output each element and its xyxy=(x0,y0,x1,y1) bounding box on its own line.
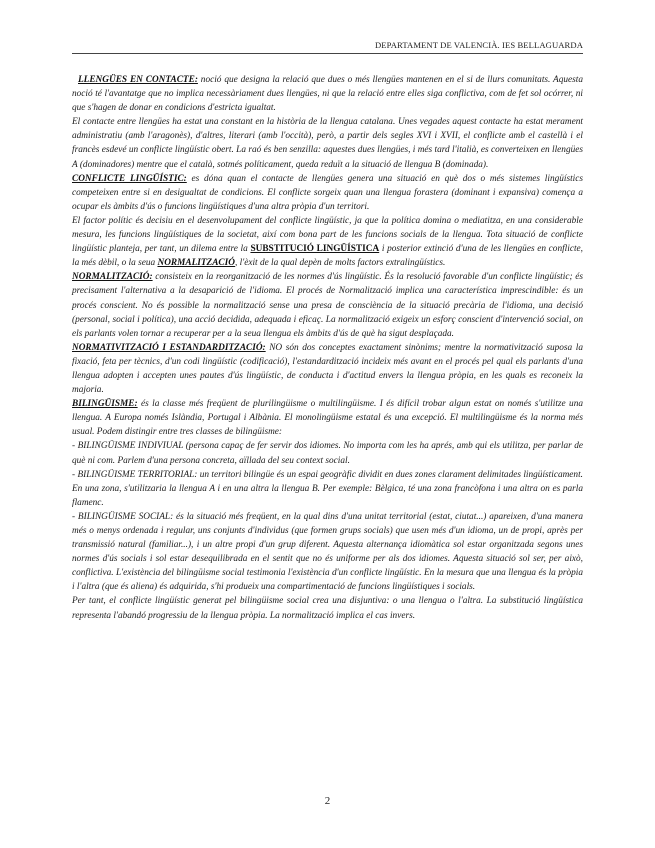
term-normalitzacio-inline: NORMALITZACIÓ xyxy=(157,258,235,269)
paragraph-text: Per tant, el conflicte lingüístic generat pel bilingüisme social crea una disjuntiva: o una llengua o l'altra. La substitució lingüística representa l'abandó progressiu de la llengua pròpia. La normalització implica el cas invers. xyxy=(72,596,583,621)
paragraph-conflicte-linguistic xyxy=(72,172,583,214)
paragraph-bilinguisme-social xyxy=(72,510,583,595)
paragraph-conclusio xyxy=(72,594,583,622)
term-conflicte-linguistic: CONFLICTE LINGÜÍSTIC: xyxy=(72,173,187,184)
paragraph-text: - BILINGÜISME SOCIAL: és la situació més freqüent, en la qual dins d'una unitat territorial (estat, ciutat...) apareixen, d'una manera més o menys ordenada i regular, uns conjunts d'individus (que formen grups socials) que usen més d'un idioma, un de propi, après per transmissió natural (familiar...), i un altre propi d'un grup diferent. Aquesta alternança idiomàtica sol estar organitzada segons unes normes d'ús socials i sol estar desequilibrada en el sentit que no és uniforme per als dos idiomes. Aquesta situació sol ser, per això, conflictiva. L'existència del bilingüisme social testimonia l'existència d'un conflicte lingüístic. En la mesura que una llengua és la pròpia i l'altra (que és aliena) és adquirida, s'hi produeix una compartimentació de funcions lingüístiques i socials. xyxy=(72,511,583,593)
paragraph-contacte-historia xyxy=(72,115,583,171)
page-header: DEPARTAMENT DE VALENCIÀ. IES BELLAGUARDA xyxy=(374,40,583,50)
paragraph-text: NO són dos conceptes exactament sinònims; mentre la normativització suposa la fixació, feta per tècnics, d'un codi lingüístic (codificació), l'estandardització incideix més avant en el procés pel qual els parlants d'una llengua adopten i accepten unes pautes d'ús lingüístic, de conducta i d'actitud envers la llengua pròpia, en les quals es reconeix la majoria. xyxy=(72,342,583,396)
term-llengues-en-contacte: LLENGÜES EN CONTACTE: xyxy=(78,75,198,85)
paragraph-text: i posterior extinció d'una de les llengües en conflicte, la més dèbil, o la seua xyxy=(72,244,584,269)
paragraph-llengues-en-contacte xyxy=(72,73,583,115)
paragraph-text: El factor polític és decisiu en el desenvolupament del conflicte lingüístic, ja que la política domina o mediatitza, en una considerable mesura, les funcions lingüístiques de la societat, així com bona part de les funcions socials de la llengua. Tota situació de conflicte lingüístic planteja, per tant, un dilema entre la xyxy=(72,215,583,255)
paragraph-factor-politic xyxy=(72,214,583,270)
header-rule xyxy=(72,53,583,54)
term-bilinguisme: BILINGÜISME: xyxy=(72,399,138,410)
term-normativitzacio: NORMATIVITZACIÓ I ESTANDARDITZACIÓ: xyxy=(72,342,266,353)
paragraph-normalitzacio xyxy=(72,270,583,340)
paragraph-text: es dóna quan el contacte de llengües genera una situació en què dos o més sistemes lingüístics competeixen entre si en desigualtat de condicions. El conflicte sorgeix quan una llengua forastera (dominant i expansiva) comença a ocupar els àmbits d'ús o funcions lingüístiques d'una altra pròpia d'un territori. xyxy=(72,173,583,212)
page-number: 2 xyxy=(324,795,331,807)
paragraph-normativitzacio xyxy=(72,341,583,397)
paragraph-text: noció que designa la relació que dues o més llengües mantenen en el si de llurs comunitats. Aquesta noció té l'avantatge que no implica necessàriament dues llengües, ni que la relació entre elles siga conflictiva, com de fet sol ocórrer, ni que s'hagen de donar en condicions d'estricta igualtat. xyxy=(72,75,584,114)
paragraph-text: , l'èxit de la qual depèn de molts factors extralingüístics. xyxy=(234,258,446,269)
paragraph-bilinguisme-individual xyxy=(72,439,583,467)
paragraph-text: El contacte entre llengües ha estat una constant en la història de la llengua catalana. Unes vegades aquest contacte ha estat merament administratiu (amb l'aragonès), d'altres, literari (amb l'occità), però, a partir dels segles XVI i XVII, el conflicte amb el castellà i el francès esdevé un conflicte lingüístic obert. La raó és ben senzilla: aquestes dues llengües, i més tard l'italià, es converteixen en llengües A (dominadores) mentre que el català, sotmés políticament, queda reduït a la situació de llengua B (dominada). xyxy=(72,117,583,170)
term-substitucio-linguistica: SUBSTITUCIÓ LINGÜÍSTICA xyxy=(250,244,380,255)
paragraph-text: és la classe més freqüent de plurilingüisme o multilingüisme. I és difícil trobar algun estat on només s'utilitze una llengua. A Europa només Islàndia, Portugal i Albània. El monolingüisme estatal és una excepció. El multilingüisme és la norma més usual. Podem distingir entre tres classes de bilingüisme: xyxy=(72,399,583,438)
term-normalitzacio: NORMALITZACIÓ: xyxy=(72,272,153,283)
paragraph-text: consisteix en la reorganització de les normes d'ús lingüístic. És la resolució favorable d'un conflicte lingüístic; és precisament l'alternativa a la desaparició de l'idioma. El procés de Normalització implica una característica imprescindible: és un procés conscient. No és possible la normalització sense una presa de consciència de la situació precària de l'idioma, una decisió (personal, social i política), una acció decidida, adequada i eficaç. La normalització exigeix un esforç conscient d'intervenció social, on els parlants volen tornar a recuperar per a la seua llengua els àmbits d'ús de què ha sigut desplaçada. xyxy=(72,272,583,339)
paragraph-bilinguisme xyxy=(72,397,583,439)
paragraph-bilinguisme-territorial xyxy=(72,468,583,510)
paragraph-text: - BILINGÜISME TERRITORIAL: un territori bilingüe és un espai geogràfic dividit en dues zones clarament delimitades lingüísticament. En una zona, s'utilitzaria la llengua A i en una altra la llengua B. Per exemple: Bèlgica, té una zona francòfona i una altra on es parla flamenc. xyxy=(72,469,583,508)
document-body xyxy=(72,73,583,623)
paragraph-text: - BILINGÜISME INDIVIUAL (persona capaç de fer servir dos idiomes. No importa com les ha aprés, amb qui els utilitza, per parlar de què ni com. Parlem d'una persona concreta, aïllada del seu context social. xyxy=(72,441,583,466)
